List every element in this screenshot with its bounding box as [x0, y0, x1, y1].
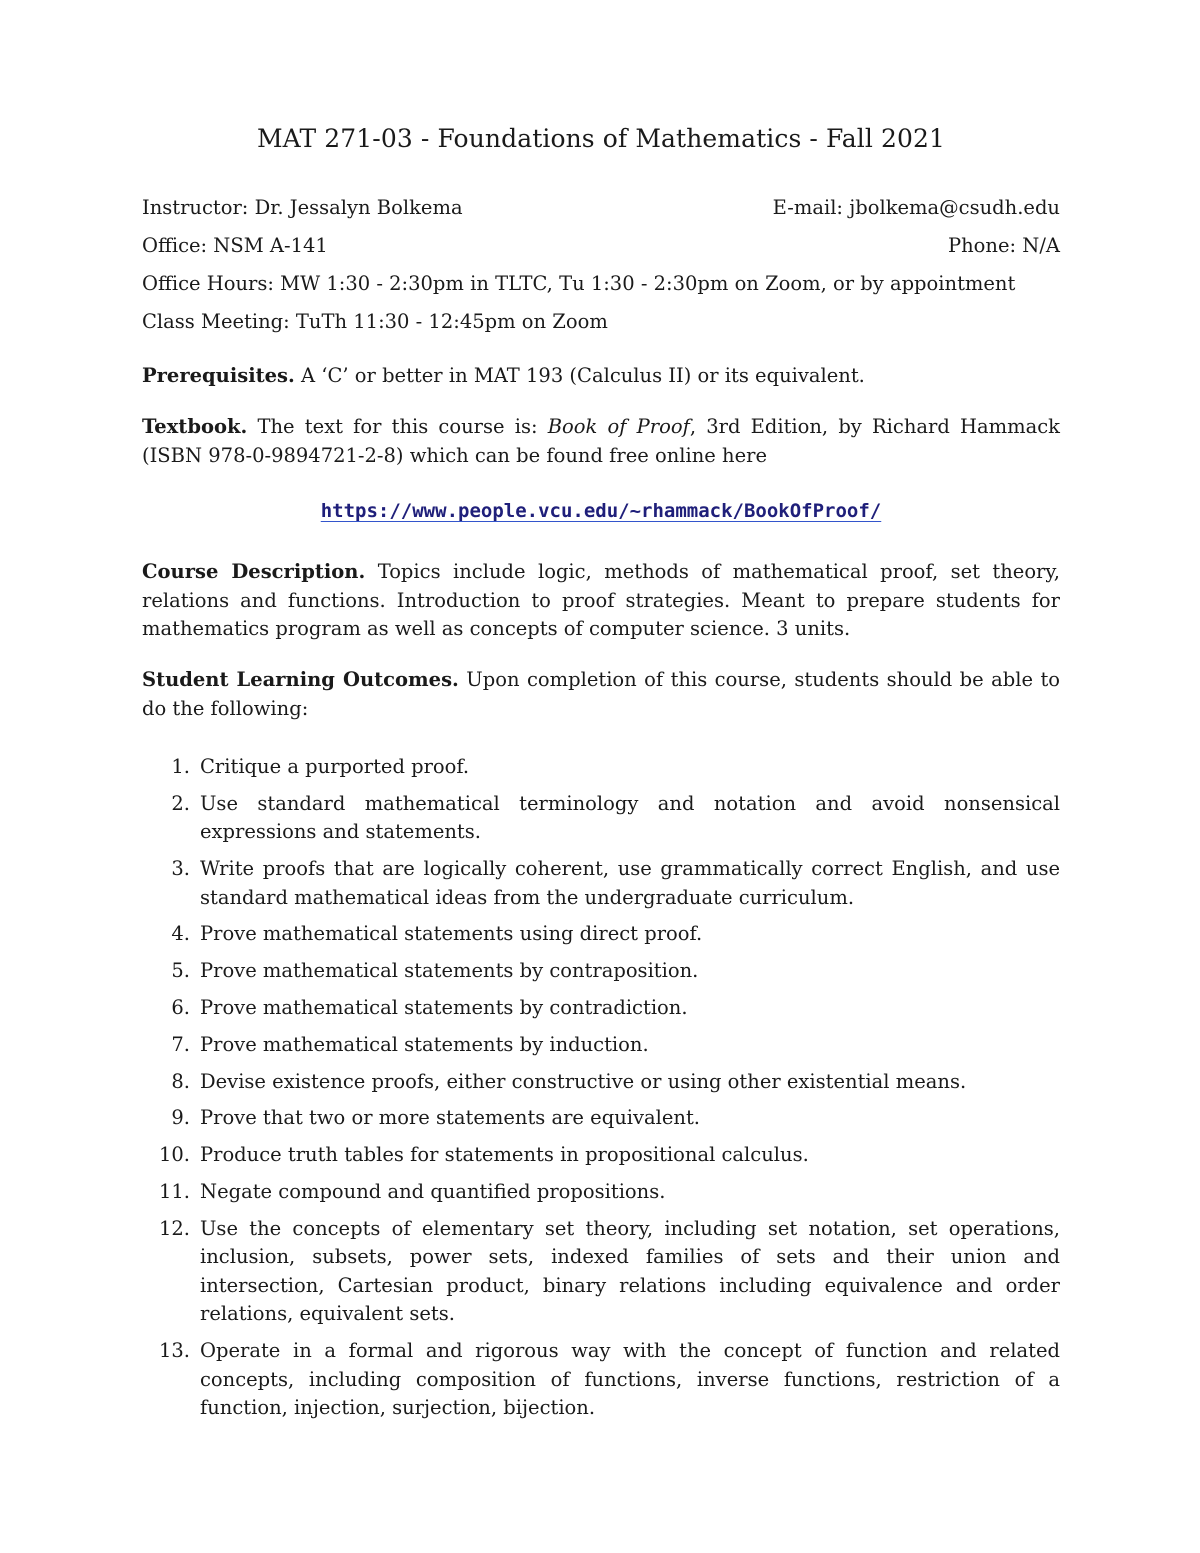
list-item-number: 5.: [171, 959, 190, 983]
list-item: [142, 1337, 1060, 1423]
learning-outcomes-heading: Student Learning Outcomes.: [142, 668, 459, 691]
class-meeting: Class Meeting: TuTh 11:30 - 12:45pm on Zoom: [142, 310, 608, 333]
list-item: [142, 753, 1060, 782]
list-item-number: 6.: [171, 995, 190, 1019]
textbook-title: Book of Proof: [547, 415, 690, 438]
list-item: [142, 957, 1060, 986]
list-item-text: Write proofs that are logically coherent, use grammatically correct English, and use standard mathematical ideas from the undergraduate curriculum.: [200, 857, 1060, 909]
learning-outcomes-intro: Upon completion of this course, students should be able to do the following:: [142, 668, 1061, 720]
prerequisites-section: [142, 362, 1060, 391]
learning-outcomes-list: [142, 753, 1060, 1431]
prerequisites-heading: Prerequisites.: [142, 364, 295, 387]
list-item-text: Use standard mathematical terminology and notation and avoid nonsensical expressions and statements.: [200, 791, 1060, 844]
list-item: [142, 1104, 1060, 1133]
list-item-text: Use the concepts of elementary set theory, including set notation, set operations, inclusion, subsets, power sets, indexed families of sets and their union and intersection, Cartesian product, binary relations including equivalence and order relations, equivalent sets.: [200, 1216, 1060, 1326]
list-item-number: 10.: [158, 1143, 190, 1167]
list-item-number: 2.: [171, 791, 190, 815]
list-item-number: 1.: [171, 755, 190, 778]
list-item: [142, 855, 1060, 912]
instructor-email: E-mail: jbolkema@csudh.edu: [772, 196, 1060, 219]
list-item-text: Prove mathematical statements by induction.: [200, 1032, 649, 1056]
list-item-number: 4.: [171, 922, 190, 946]
list-item-text: Produce truth tables for statements in propositional calculus.: [200, 1143, 809, 1167]
phone-number: Phone: N/A: [947, 234, 1060, 257]
list-item: [142, 994, 1060, 1023]
office-location: Office: NSM A-141: [142, 234, 328, 257]
list-item-number: 8.: [171, 1069, 190, 1093]
list-item-text: Prove mathematical statements by contradiction.: [200, 995, 688, 1019]
learning-outcomes-section: [142, 666, 1060, 723]
list-item-text: Prove mathematical statements by contraposition.: [200, 959, 699, 983]
list-item: [142, 1031, 1060, 1060]
list-item-number: 12.: [158, 1216, 190, 1240]
textbook-details: , 3rd Edition, by Richard Hammack (ISBN 978-0-9894721-2-8) which can be found free online here: [142, 415, 1060, 467]
textbook-url-link[interactable]: https://www.people.vcu.edu/~rhammack/BookOfProof/: [320, 500, 882, 522]
textbook-intro: The text for this course is:: [257, 415, 538, 438]
list-item-number: 13.: [158, 1339, 190, 1363]
list-item-text: Negate compound and quantified propositions.: [200, 1179, 666, 1203]
list-item-number: 3.: [171, 857, 190, 881]
list-item-text: Devise existence proofs, either constructive or using other existential means.: [200, 1069, 967, 1093]
prerequisites-text: A ‘C’ or better in MAT 193 (Calculus II) or its equivalent.: [301, 364, 865, 387]
textbook-section: [142, 413, 1060, 470]
office-row: [142, 233, 1060, 259]
list-item-number: 7.: [171, 1032, 190, 1056]
instructor-row: [142, 195, 1060, 221]
list-item-text: Prove mathematical statements using direct proof.: [200, 922, 703, 946]
office-hours: Office Hours: MW 1:30 - 2:30pm in TLTC, Tu 1:30 - 2:30pm on Zoom, or by appointment: [142, 272, 1016, 295]
list-item: [142, 1068, 1060, 1097]
textbook-heading: Textbook.: [142, 415, 248, 438]
list-item: [142, 1215, 1060, 1329]
class-meeting-row: [142, 309, 1060, 335]
list-item-number: 9.: [171, 1106, 190, 1130]
page-title: MAT 271-03 - Foundations of Mathematics - Fall 2021: [256, 124, 946, 153]
instructor-name: Instructor: Dr. Jessalyn Bolkema: [142, 196, 463, 219]
list-item: [142, 1178, 1060, 1207]
textbook-link-line: [142, 500, 1060, 522]
list-item-text: Operate in a formal and rigorous way with the concept of function and related concepts, including composition of functions, inverse functions, restriction of a function, injection, surjection, bijection.: [200, 1339, 1060, 1420]
office-hours-row: [142, 271, 1060, 297]
course-description-text: Topics include logic, methods of mathematical proof, set theory, relations and functions. Introduction to proof strategies. Meant to prepare students for mathematics program as well as concepts of computer science. 3 units.: [142, 560, 1061, 640]
list-item: [142, 1141, 1060, 1170]
list-item: [142, 790, 1060, 847]
list-item: [142, 920, 1060, 949]
list-item-number: 11.: [158, 1179, 190, 1203]
course-description-heading: Course Description.: [142, 560, 366, 583]
list-item-text: Prove that two or more statements are equivalent.: [200, 1106, 701, 1130]
list-item-text: Critique a purported proof.: [200, 755, 470, 778]
course-description-section: [142, 558, 1060, 644]
